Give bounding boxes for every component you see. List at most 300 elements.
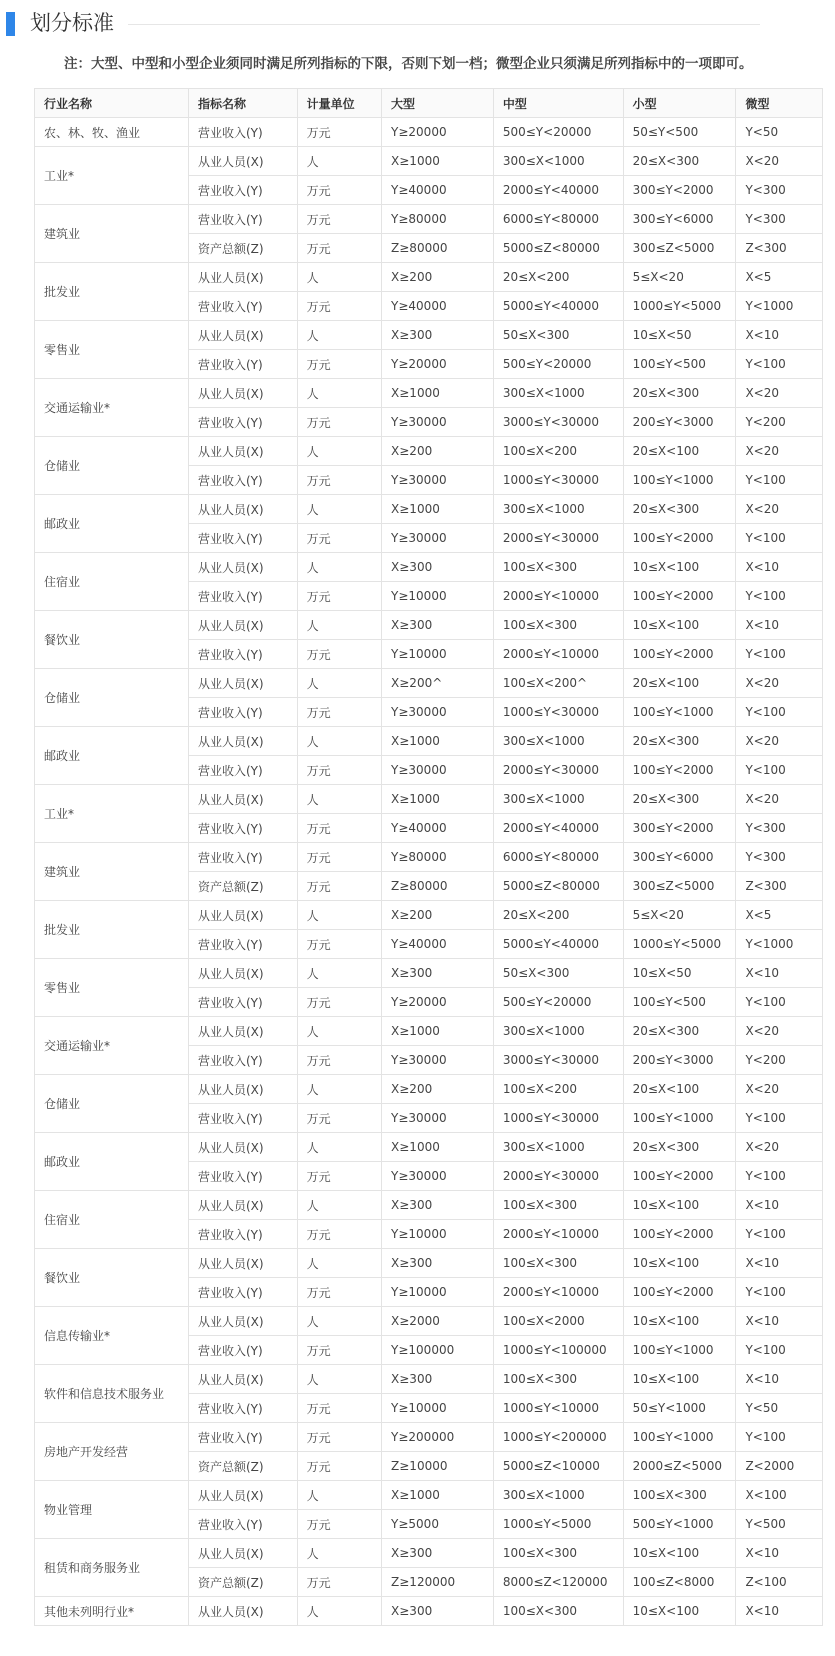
small-cell: 10≤X<50: [623, 959, 736, 988]
indicator-cell: 从业人员(X): [189, 553, 298, 582]
medium-cell: 1000≤Y<30000: [493, 466, 623, 495]
micro-cell: Y<100: [736, 698, 823, 727]
large-cell: Y≥30000: [382, 756, 494, 785]
medium-cell: 100≤X<200: [493, 1075, 623, 1104]
large-cell: X≥200: [382, 437, 494, 466]
micro-cell: Y<1000: [736, 292, 823, 321]
unit-cell: 万元: [297, 872, 381, 901]
large-cell: X≥300: [382, 1191, 494, 1220]
indicator-cell: 营业收入(Y): [189, 582, 298, 611]
unit-cell: 万元: [297, 756, 381, 785]
micro-cell: Y<100: [736, 582, 823, 611]
micro-cell: Y<100: [736, 1104, 823, 1133]
small-cell: 100≤Y<1000: [623, 466, 736, 495]
industry-cell: 建筑业: [35, 205, 189, 263]
table-row: [35, 959, 823, 988]
medium-cell: 5000≤Z<10000: [493, 1452, 623, 1481]
small-cell: 100≤Y<2000: [623, 582, 736, 611]
unit-cell: 人: [297, 1539, 381, 1568]
micro-cell: X<10: [736, 553, 823, 582]
indicator-cell: 营业收入(Y): [189, 1336, 298, 1365]
industry-cell: 邮政业: [35, 495, 189, 553]
unit-cell: 人: [297, 379, 381, 408]
unit-cell: 万元: [297, 814, 381, 843]
table-row: [35, 727, 823, 756]
table-row: [35, 321, 823, 350]
small-cell: 10≤X<100: [623, 1307, 736, 1336]
small-cell: 100≤Y<500: [623, 350, 736, 379]
header-unit: 计量单位: [297, 89, 381, 118]
unit-cell: 人: [297, 959, 381, 988]
large-cell: Z≥10000: [382, 1452, 494, 1481]
small-cell: 200≤Y<3000: [623, 1046, 736, 1075]
medium-cell: 5000≤Z<80000: [493, 234, 623, 263]
small-cell: 20≤X<300: [623, 1133, 736, 1162]
medium-cell: 100≤X<300: [493, 1539, 623, 1568]
small-cell: 500≤Y<1000: [623, 1510, 736, 1539]
small-cell: 100≤Y<2000: [623, 1162, 736, 1191]
unit-cell: 万元: [297, 234, 381, 263]
medium-cell: 2000≤Y<30000: [493, 756, 623, 785]
small-cell: 20≤X<100: [623, 437, 736, 466]
table-row: [35, 1075, 823, 1104]
large-cell: X≥200: [382, 901, 494, 930]
indicator-cell: 营业收入(Y): [189, 1278, 298, 1307]
small-cell: 10≤X<100: [623, 553, 736, 582]
unit-cell: 人: [297, 147, 381, 176]
small-cell: 100≤Y<2000: [623, 1220, 736, 1249]
indicator-cell: 从业人员(X): [189, 1597, 298, 1626]
large-cell: X≥300: [382, 1597, 494, 1626]
small-cell: 10≤X<100: [623, 1249, 736, 1278]
page-title: 划分标准: [30, 11, 114, 35]
large-cell: X≥1000: [382, 379, 494, 408]
medium-cell: 300≤X<1000: [493, 495, 623, 524]
indicator-cell: 从业人员(X): [189, 1017, 298, 1046]
unit-cell: 万元: [297, 350, 381, 379]
unit-cell: 万元: [297, 1162, 381, 1191]
micro-cell: Y<100: [736, 524, 823, 553]
unit-cell: 万元: [297, 1336, 381, 1365]
table-row: [35, 1365, 823, 1394]
table-row: [35, 669, 823, 698]
unit-cell: 万元: [297, 118, 381, 147]
indicator-cell: 从业人员(X): [189, 1075, 298, 1104]
industry-cell: 批发业: [35, 263, 189, 321]
large-cell: X≥300: [382, 321, 494, 350]
micro-cell: Y<100: [736, 1162, 823, 1191]
small-cell: 20≤X<300: [623, 147, 736, 176]
header-industry: 行业名称: [35, 89, 189, 118]
indicator-cell: 从业人员(X): [189, 147, 298, 176]
indicator-cell: 从业人员(X): [189, 321, 298, 350]
note-text: 注：大型、中型和小型企业须同时满足所列指标的下限，否则下划一档；微型企业只须满足所列指标中的一项即可。: [64, 56, 753, 72]
unit-cell: 人: [297, 1597, 381, 1626]
unit-cell: 人: [297, 321, 381, 350]
unit-cell: 万元: [297, 1046, 381, 1075]
indicator-cell: 营业收入(Y): [189, 640, 298, 669]
medium-cell: 2000≤Y<40000: [493, 814, 623, 843]
indicator-cell: 营业收入(Y): [189, 118, 298, 147]
header-medium: 中型: [493, 89, 623, 118]
medium-cell: 1000≤Y<30000: [493, 698, 623, 727]
micro-cell: X<10: [736, 321, 823, 350]
medium-cell: 2000≤Y<10000: [493, 1220, 623, 1249]
small-cell: 20≤X<300: [623, 379, 736, 408]
indicator-cell: 营业收入(Y): [189, 756, 298, 785]
industry-cell: 仓储业: [35, 669, 189, 727]
unit-cell: 人: [297, 1017, 381, 1046]
indicator-cell: 从业人员(X): [189, 495, 298, 524]
indicator-cell: 资产总额(Z): [189, 872, 298, 901]
industry-cell: 物业管理: [35, 1481, 189, 1539]
micro-cell: X<100: [736, 1481, 823, 1510]
medium-cell: 1000≤Y<5000: [493, 1510, 623, 1539]
indicator-cell: 从业人员(X): [189, 1539, 298, 1568]
indicator-cell: 资产总额(Z): [189, 1452, 298, 1481]
indicator-cell: 营业收入(Y): [189, 814, 298, 843]
small-cell: 20≤X<300: [623, 785, 736, 814]
medium-cell: 2000≤Y<40000: [493, 176, 623, 205]
micro-cell: X<10: [736, 1249, 823, 1278]
large-cell: X≥300: [382, 611, 494, 640]
section-header: [0, 10, 760, 38]
medium-cell: 100≤X<300: [493, 611, 623, 640]
micro-cell: Y<100: [736, 1336, 823, 1365]
micro-cell: Y<100: [736, 1278, 823, 1307]
industry-cell: 住宿业: [35, 553, 189, 611]
large-cell: Y≥10000: [382, 1394, 494, 1423]
unit-cell: 万元: [297, 466, 381, 495]
title-accent-bar: [6, 12, 15, 36]
large-cell: Y≥80000: [382, 205, 494, 234]
medium-cell: 20≤X<200: [493, 901, 623, 930]
large-cell: Y≥20000: [382, 350, 494, 379]
industry-cell: 交通运输业*: [35, 1017, 189, 1075]
medium-cell: 500≤Y<20000: [493, 118, 623, 147]
indicator-cell: 营业收入(Y): [189, 466, 298, 495]
large-cell: Y≥10000: [382, 1220, 494, 1249]
title-divider: [128, 24, 760, 25]
micro-cell: X<20: [736, 147, 823, 176]
industry-cell: 软件和信息技术服务业: [35, 1365, 189, 1423]
small-cell: 300≤Y<2000: [623, 176, 736, 205]
indicator-cell: 营业收入(Y): [189, 1104, 298, 1133]
industry-cell: 其他未列明行业*: [35, 1597, 189, 1626]
medium-cell: 5000≤Z<80000: [493, 872, 623, 901]
large-cell: X≥300: [382, 1365, 494, 1394]
indicator-cell: 从业人员(X): [189, 669, 298, 698]
header-large: 大型: [382, 89, 494, 118]
micro-cell: Y<300: [736, 814, 823, 843]
small-cell: 10≤X<100: [623, 1365, 736, 1394]
medium-cell: 1000≤Y<100000: [493, 1336, 623, 1365]
micro-cell: Y<1000: [736, 930, 823, 959]
indicator-cell: 从业人员(X): [189, 1365, 298, 1394]
industry-cell: 租赁和商务服务业: [35, 1539, 189, 1597]
table-body: [35, 118, 823, 1626]
table-row: [35, 147, 823, 176]
industry-cell: 工业*: [35, 147, 189, 205]
large-cell: Y≥5000: [382, 1510, 494, 1539]
large-cell: X≥300: [382, 959, 494, 988]
industry-cell: 批发业: [35, 901, 189, 959]
medium-cell: 20≤X<200: [493, 263, 623, 292]
indicator-cell: 营业收入(Y): [189, 698, 298, 727]
medium-cell: 5000≤Y<40000: [493, 930, 623, 959]
micro-cell: Y<50: [736, 118, 823, 147]
medium-cell: 300≤X<1000: [493, 785, 623, 814]
unit-cell: 人: [297, 1249, 381, 1278]
large-cell: Y≥10000: [382, 640, 494, 669]
indicator-cell: 营业收入(Y): [189, 1510, 298, 1539]
indicator-cell: 营业收入(Y): [189, 1046, 298, 1075]
unit-cell: 万元: [297, 408, 381, 437]
classification-table: [34, 88, 823, 1626]
table-row: [35, 1307, 823, 1336]
medium-cell: 2000≤Y<10000: [493, 1278, 623, 1307]
micro-cell: Z<2000: [736, 1452, 823, 1481]
indicator-cell: 从业人员(X): [189, 1307, 298, 1336]
large-cell: Y≥30000: [382, 698, 494, 727]
indicator-cell: 从业人员(X): [189, 785, 298, 814]
micro-cell: X<10: [736, 1191, 823, 1220]
micro-cell: Y<100: [736, 466, 823, 495]
micro-cell: X<10: [736, 1539, 823, 1568]
large-cell: X≥200^: [382, 669, 494, 698]
small-cell: 10≤X<100: [623, 611, 736, 640]
large-cell: Y≥30000: [382, 1162, 494, 1191]
indicator-cell: 从业人员(X): [189, 1191, 298, 1220]
small-cell: 100≤Y<2000: [623, 756, 736, 785]
small-cell: 100≤Y<1000: [623, 1336, 736, 1365]
table-row: [35, 611, 823, 640]
small-cell: 10≤X<100: [623, 1597, 736, 1626]
medium-cell: 3000≤Y<30000: [493, 1046, 623, 1075]
small-cell: 100≤Y<1000: [623, 1423, 736, 1452]
small-cell: 20≤X<300: [623, 1017, 736, 1046]
table-row: [35, 1539, 823, 1568]
indicator-cell: 营业收入(Y): [189, 1394, 298, 1423]
large-cell: X≥1000: [382, 1017, 494, 1046]
industry-cell: 工业*: [35, 785, 189, 843]
table-header-row: [35, 89, 823, 118]
large-cell: X≥300: [382, 1539, 494, 1568]
small-cell: 100≤Y<2000: [623, 1278, 736, 1307]
small-cell: 20≤X<300: [623, 495, 736, 524]
medium-cell: 1000≤Y<30000: [493, 1104, 623, 1133]
unit-cell: 万元: [297, 843, 381, 872]
table-row: [35, 1191, 823, 1220]
small-cell: 50≤Y<500: [623, 118, 736, 147]
unit-cell: 万元: [297, 1452, 381, 1481]
indicator-cell: 从业人员(X): [189, 611, 298, 640]
unit-cell: 人: [297, 727, 381, 756]
unit-cell: 万元: [297, 1394, 381, 1423]
indicator-cell: 营业收入(Y): [189, 524, 298, 553]
medium-cell: 3000≤Y<30000: [493, 408, 623, 437]
small-cell: 300≤Y<6000: [623, 843, 736, 872]
large-cell: Z≥80000: [382, 234, 494, 263]
small-cell: 300≤Y<6000: [623, 205, 736, 234]
medium-cell: 100≤X<2000: [493, 1307, 623, 1336]
indicator-cell: 从业人员(X): [189, 1481, 298, 1510]
industry-cell: 房地产开发经营: [35, 1423, 189, 1481]
indicator-cell: 从业人员(X): [189, 379, 298, 408]
medium-cell: 500≤Y<20000: [493, 350, 623, 379]
micro-cell: Z<300: [736, 872, 823, 901]
table-row: [35, 437, 823, 466]
large-cell: X≥300: [382, 553, 494, 582]
micro-cell: Y<100: [736, 988, 823, 1017]
unit-cell: 万元: [297, 292, 381, 321]
large-cell: Y≥30000: [382, 1046, 494, 1075]
header-small: 小型: [623, 89, 736, 118]
small-cell: 300≤Z<5000: [623, 872, 736, 901]
micro-cell: Y<100: [736, 1220, 823, 1249]
micro-cell: X<20: [736, 669, 823, 698]
indicator-cell: 营业收入(Y): [189, 1162, 298, 1191]
table-row: [35, 1423, 823, 1452]
unit-cell: 万元: [297, 1510, 381, 1539]
large-cell: X≥200: [382, 1075, 494, 1104]
table-row: [35, 1597, 823, 1626]
small-cell: 300≤Z<5000: [623, 234, 736, 263]
small-cell: 100≤Z<8000: [623, 1568, 736, 1597]
micro-cell: Y<50: [736, 1394, 823, 1423]
micro-cell: X<20: [736, 1075, 823, 1104]
industry-cell: 农、林、牧、渔业: [35, 118, 189, 147]
unit-cell: 人: [297, 1133, 381, 1162]
micro-cell: X<20: [736, 437, 823, 466]
indicator-cell: 从业人员(X): [189, 1133, 298, 1162]
micro-cell: Y<300: [736, 176, 823, 205]
unit-cell: 人: [297, 669, 381, 698]
unit-cell: 万元: [297, 176, 381, 205]
industry-cell: 住宿业: [35, 1191, 189, 1249]
unit-cell: 万元: [297, 1568, 381, 1597]
small-cell: 20≤X<100: [623, 1075, 736, 1104]
large-cell: Y≥40000: [382, 930, 494, 959]
large-cell: Y≥40000: [382, 176, 494, 205]
large-cell: Y≥30000: [382, 524, 494, 553]
medium-cell: 8000≤Z<120000: [493, 1568, 623, 1597]
header-micro: 微型: [736, 89, 823, 118]
medium-cell: 50≤X<300: [493, 959, 623, 988]
unit-cell: 万元: [297, 1220, 381, 1249]
medium-cell: 50≤X<300: [493, 321, 623, 350]
large-cell: Y≥30000: [382, 1104, 494, 1133]
table-row: [35, 901, 823, 930]
small-cell: 5≤X<20: [623, 901, 736, 930]
medium-cell: 100≤X<300: [493, 1191, 623, 1220]
large-cell: X≥1000: [382, 785, 494, 814]
micro-cell: Y<100: [736, 1423, 823, 1452]
industry-cell: 零售业: [35, 959, 189, 1017]
indicator-cell: 从业人员(X): [189, 437, 298, 466]
unit-cell: 万元: [297, 640, 381, 669]
small-cell: 50≤Y<1000: [623, 1394, 736, 1423]
small-cell: 2000≤Z<5000: [623, 1452, 736, 1481]
medium-cell: 100≤X<200: [493, 437, 623, 466]
micro-cell: X<10: [736, 959, 823, 988]
small-cell: 10≤X<50: [623, 321, 736, 350]
indicator-cell: 营业收入(Y): [189, 350, 298, 379]
small-cell: 1000≤Y<5000: [623, 930, 736, 959]
micro-cell: Y<300: [736, 205, 823, 234]
small-cell: 20≤X<300: [623, 727, 736, 756]
medium-cell: 2000≤Y<30000: [493, 1162, 623, 1191]
industry-cell: 信息传输业*: [35, 1307, 189, 1365]
indicator-cell: 营业收入(Y): [189, 843, 298, 872]
table-row: [35, 205, 823, 234]
micro-cell: X<5: [736, 901, 823, 930]
industry-cell: 交通运输业*: [35, 379, 189, 437]
indicator-cell: 资产总额(Z): [189, 234, 298, 263]
small-cell: 100≤Y<2000: [623, 640, 736, 669]
indicator-cell: 从业人员(X): [189, 263, 298, 292]
indicator-cell: 从业人员(X): [189, 959, 298, 988]
industry-cell: 餐饮业: [35, 611, 189, 669]
industry-cell: 餐饮业: [35, 1249, 189, 1307]
table-row: [35, 553, 823, 582]
micro-cell: Y<200: [736, 1046, 823, 1075]
large-cell: X≥2000: [382, 1307, 494, 1336]
table-row: [35, 843, 823, 872]
micro-cell: X<20: [736, 727, 823, 756]
large-cell: Y≥40000: [382, 814, 494, 843]
micro-cell: Y<300: [736, 843, 823, 872]
indicator-cell: 营业收入(Y): [189, 205, 298, 234]
large-cell: Y≥30000: [382, 466, 494, 495]
unit-cell: 人: [297, 553, 381, 582]
table-row: [35, 1133, 823, 1162]
micro-cell: X<20: [736, 495, 823, 524]
medium-cell: 5000≤Y<40000: [493, 292, 623, 321]
unit-cell: 人: [297, 1307, 381, 1336]
industry-cell: 仓储业: [35, 1075, 189, 1133]
medium-cell: 300≤X<1000: [493, 147, 623, 176]
small-cell: 100≤X<300: [623, 1481, 736, 1510]
table-row: [35, 1249, 823, 1278]
micro-cell: Y<500: [736, 1510, 823, 1539]
micro-cell: Y<100: [736, 640, 823, 669]
large-cell: X≥1000: [382, 147, 494, 176]
large-cell: Y≥200000: [382, 1423, 494, 1452]
table-row: [35, 379, 823, 408]
medium-cell: 300≤X<1000: [493, 1481, 623, 1510]
unit-cell: 万元: [297, 1278, 381, 1307]
large-cell: Y≥10000: [382, 1278, 494, 1307]
unit-cell: 人: [297, 611, 381, 640]
large-cell: Z≥120000: [382, 1568, 494, 1597]
unit-cell: 人: [297, 1075, 381, 1104]
unit-cell: 万元: [297, 205, 381, 234]
medium-cell: 100≤X<300: [493, 1365, 623, 1394]
small-cell: 200≤Y<3000: [623, 408, 736, 437]
medium-cell: 2000≤Y<10000: [493, 582, 623, 611]
indicator-cell: 资产总额(Z): [189, 1568, 298, 1597]
medium-cell: 300≤X<1000: [493, 379, 623, 408]
small-cell: 10≤X<100: [623, 1191, 736, 1220]
micro-cell: Z<300: [736, 234, 823, 263]
indicator-cell: 营业收入(Y): [189, 988, 298, 1017]
large-cell: Y≥30000: [382, 408, 494, 437]
indicator-cell: 营业收入(Y): [189, 1423, 298, 1452]
large-cell: X≥1000: [382, 1133, 494, 1162]
small-cell: 100≤Y<500: [623, 988, 736, 1017]
small-cell: 100≤Y<2000: [623, 524, 736, 553]
